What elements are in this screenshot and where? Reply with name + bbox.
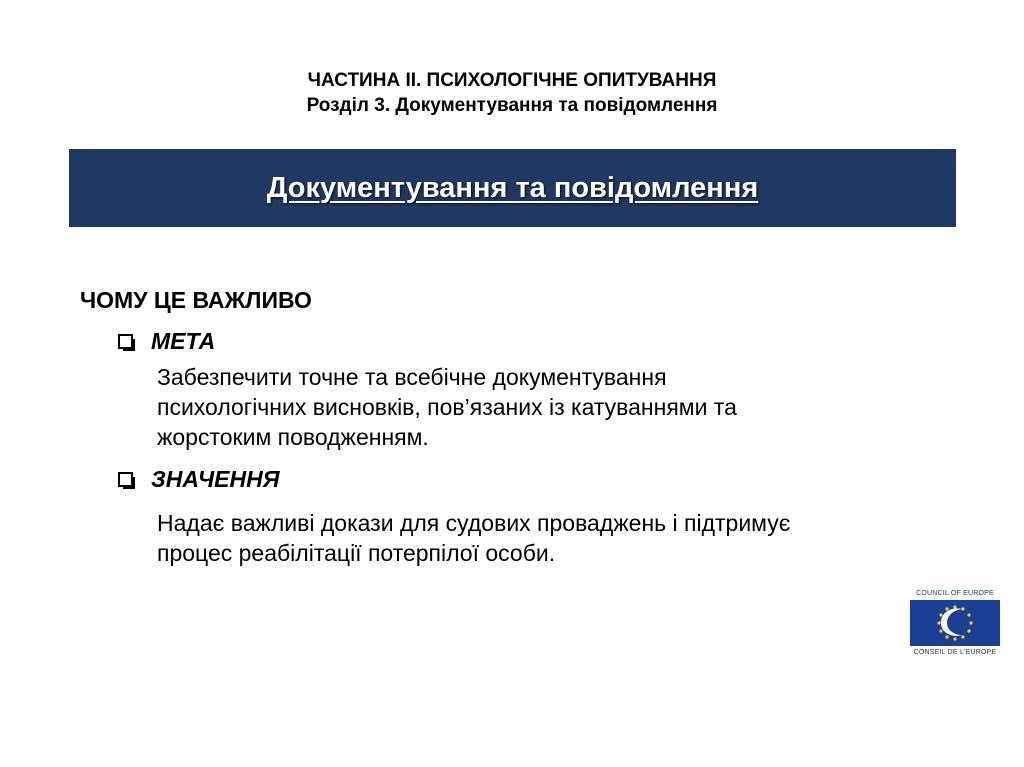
checkbox-bullet-icon (118, 472, 133, 487)
part-title: ЧАСТИНА ІІ. ПСИХОЛОГІЧНЕ ОПИТУВАННЯ (307, 70, 717, 91)
bullet-goal (118, 326, 960, 356)
goal-text-line: психологічних висновків, пов’язаних із катуваннями та (157, 394, 737, 420)
title-banner (69, 149, 956, 227)
why-important-heading: ЧОМУ ЦЕ ВАЖЛИВО (80, 287, 312, 313)
council-of-europe-stars-icon (910, 600, 1000, 646)
significance-text (157, 508, 960, 568)
goal-text (157, 362, 960, 452)
logo-top-text: COUNCIL OF EUROPE (916, 590, 994, 597)
council-of-europe-logo (910, 589, 1000, 657)
bullet-significance (118, 464, 960, 494)
logo-bottom-text: CONSEIL DE L'EUROPE (913, 649, 997, 656)
significance-label: ЗНАЧЕННЯ (151, 465, 280, 492)
checkbox-bullet-icon (118, 334, 133, 349)
goal-label: МЕТА (151, 327, 216, 354)
goal-text-line: Забезпечити точне та всебічне документування (157, 364, 667, 390)
section-subtitle: Розділ 3. Документування та повідомлення (306, 95, 718, 116)
significance-text-line: Надає важливі докази для судових проваджень і підтримує (157, 510, 791, 536)
goal-text-line: жорстоким поводженням. (157, 424, 429, 450)
banner-title: Документування та повідомлення (266, 171, 759, 204)
slide-header (0, 68, 1024, 118)
significance-text-line: процес реабілітації потерпілої особи. (157, 540, 556, 566)
slide-content (80, 284, 960, 568)
